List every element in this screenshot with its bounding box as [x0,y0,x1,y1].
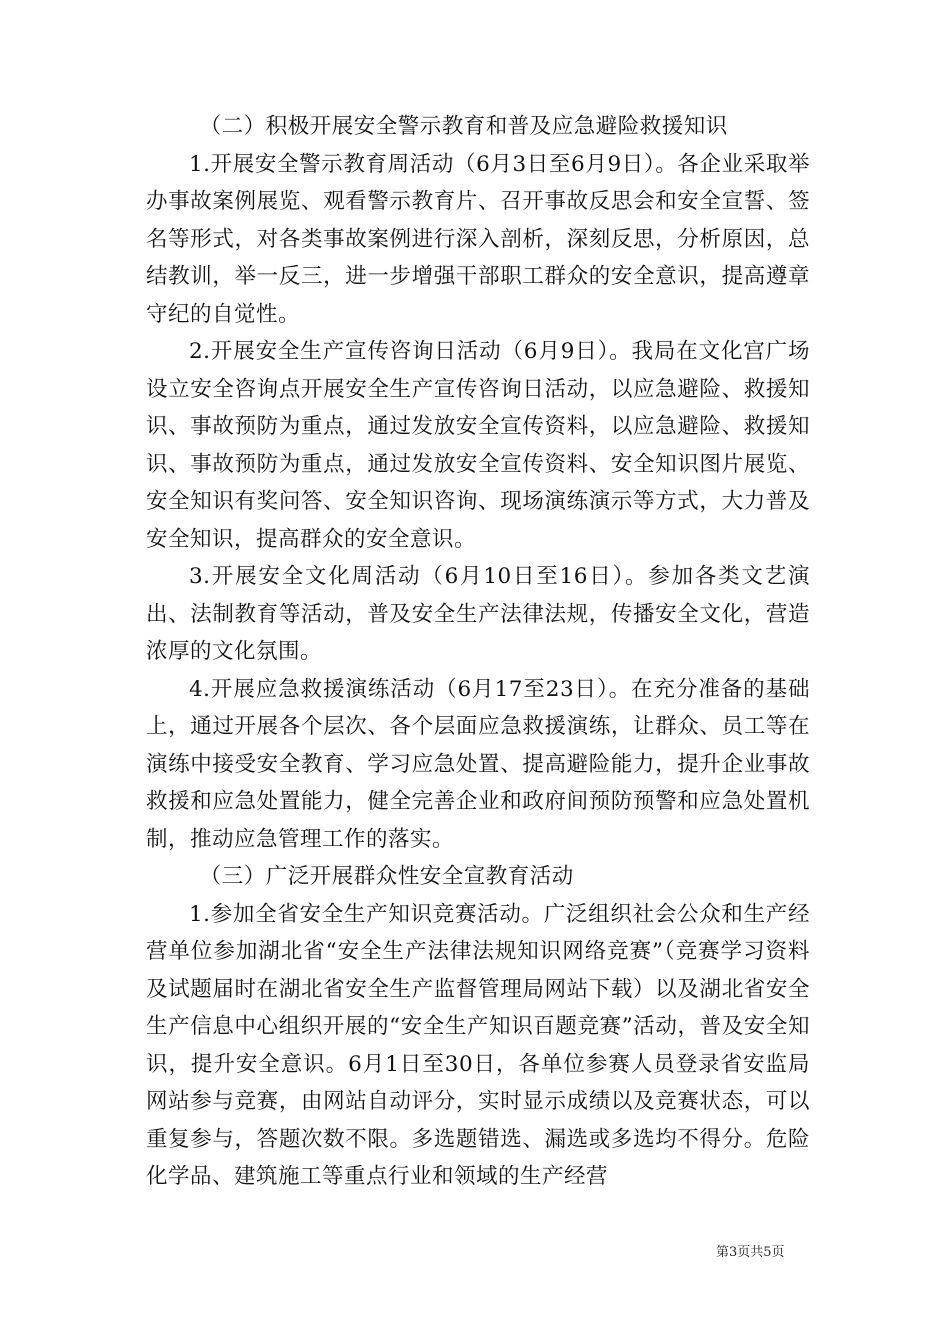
section-heading: （二）积极开展安全警示教育和普及应急避险救援知识 [199,114,728,139]
page-number: 第3页共5页 [716,1245,785,1260]
paragraph: 2.开展安全生产宣传咨询日活动（6月9日）。我局在文化宫广场设立安全咨询点开展安全生产宣传咨询日活动，以应急避险、救援知识、事故预防为重点，通过发放安全宣传资料，以应急避险、救援知识、事故预防为重点，通过发放安全宣传资料、安全知识图片展览、安全知识有奖问答、安全知识咨询、现场演练演示等方式，大力普及安全知识，提高群众的安全意识。 [146,339,810,552]
section-heading: （三）广泛开展群众性安全宣教育活动 [199,864,574,889]
paragraph: 1.参加全省安全生产知识竞赛活动。广泛组织社会公众和生产经营单位参加湖北省“安全生产法律法规知识网络竞赛”（竞赛学习资料及试题届时在湖北省安全生产监督管理局网站下载）以及湖北省安全生产信息中心组织开展的“安全生产知识百题竞赛”活动，普及安全知识，提升安全意识。6月1日至30日，各单位参赛人员登录省安监局网站参与竞赛，由网站自动评分，实时显示成绩以及竞赛状态，可以重复参与，答题次数不限。多选题错选、漏选或多选均不得分。危险化学品、建筑施工等重点行业和领域的生产经营 [146,901,810,1189]
paragraph: 1.开展安全警示教育周活动（6月3日至6月9日）。各企业采取举办事故案例展览、观看警示教育片、召开事故反思会和安全宣誓、签名等形式，对各类事故案例进行深入剖析，深刻反思，分析原因，总结教训，举一反三，进一步增强干部职工群众的安全意识，提高遵章守纪的自觉性。 [146,151,810,327]
paragraph: 3.开展安全文化周活动（6月10日至16日）。参加各类文艺演出、法制教育等活动，普及安全生产法律法规，传播安全文化，营造浓厚的文化氛围。 [146,564,810,664]
paragraph: 4.开展应急救援演练活动（6月17至23日）。在充分准备的基础上，通过开展各个层次、各个层面应急救援演练，让群众、员工等在演练中接受安全教育、学习应急处置、提高避险能力，提升企业事故救援和应急处置能力，健全完善企业和政府间预防预警和应急处置机制，推动应急管理工作的落实。 [146,676,810,852]
document-body [146,108,810,1196]
